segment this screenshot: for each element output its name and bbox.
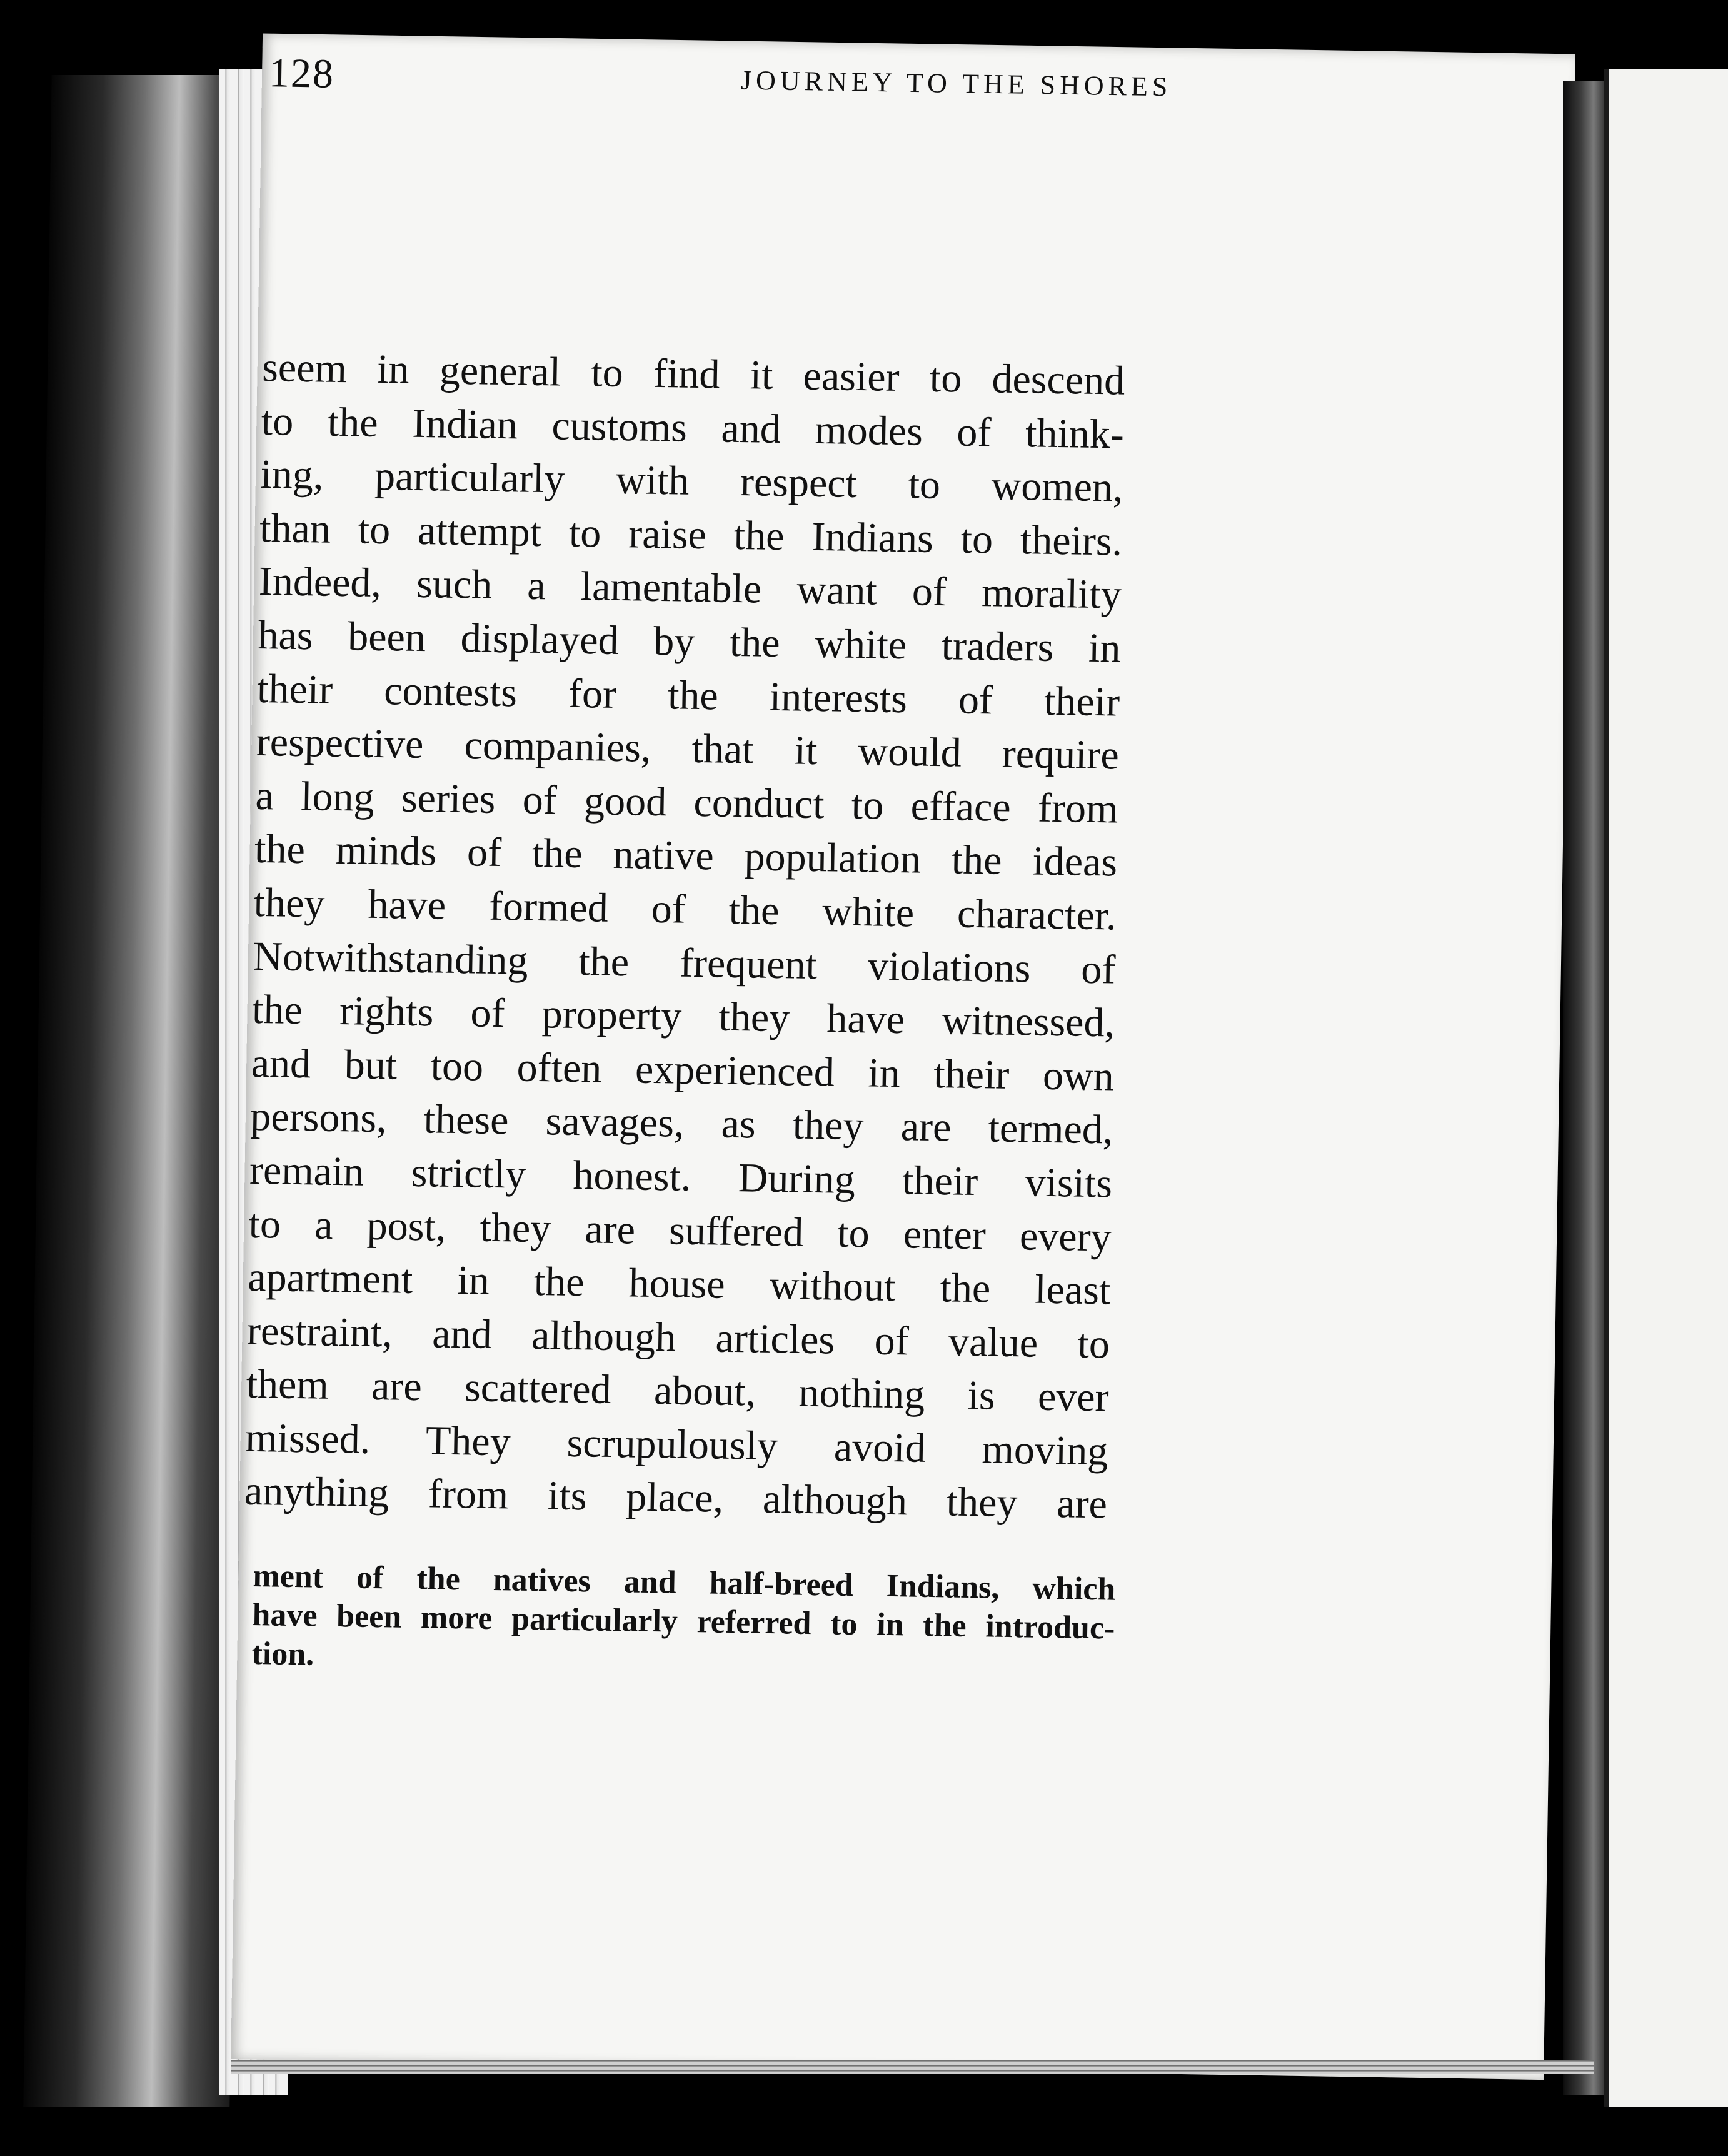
footnote [251, 1557, 1128, 1687]
footnote-line: tion. [251, 1635, 314, 1673]
text-line: they have formed of the white character. [253, 879, 1117, 939]
text-line: restraint, and although articles of value to [246, 1307, 1110, 1368]
text-line: persons, these savages, as they are termed, [249, 1094, 1113, 1153]
text-line: remain strictly honest. During their visits [249, 1147, 1113, 1207]
text-line: ing, particularly with respect to women, [260, 451, 1124, 511]
text-line: respective companies, that it would require [256, 719, 1120, 778]
running-title: JOURNEY TO THE SHORES [740, 64, 1172, 103]
text-line: missed. They scrupulously avoid moving [244, 1414, 1108, 1474]
text-line: to a post, they are suffered to enter every [248, 1201, 1112, 1260]
facing-page [1604, 69, 1728, 2107]
footnote-line: ment of the natives and half-breed Indians, which [253, 1558, 1116, 1608]
footnote-line: have been more particularly referred to in the introduc- [252, 1596, 1115, 1646]
text-line: Indeed, such a lamentable want of morality [258, 558, 1122, 618]
text-line: the minds of the native population the ideas [254, 826, 1118, 885]
bottom-page-edge [231, 2060, 1594, 2074]
gutter-fold [1563, 81, 1607, 2095]
text-line: and but too often experienced in their own [251, 1040, 1115, 1100]
text-line: to the Indian customs and modes of think- [261, 398, 1125, 458]
page-number: 128 [268, 50, 335, 97]
text-line: them are scattered about, nothing is ever [246, 1361, 1110, 1421]
body-text [244, 341, 1412, 1536]
text-line: apartment in the house without the least [247, 1254, 1111, 1314]
text-line: a long series of good conduct to efface from [255, 772, 1118, 832]
text-line: the rights of property they have witnessed, [251, 986, 1115, 1046]
text-line: has been displayed by the white traders in [258, 612, 1122, 672]
text-line: anything from its place, although they are [244, 1468, 1108, 1528]
text-line: their contests for the interests of their [256, 665, 1120, 725]
text-line: Notwithstanding the frequent violations of [252, 933, 1116, 993]
text-line: seem in general to find it easier to descend [261, 344, 1125, 404]
text-line: than to attempt to raise the Indians to theirs. [259, 505, 1123, 565]
